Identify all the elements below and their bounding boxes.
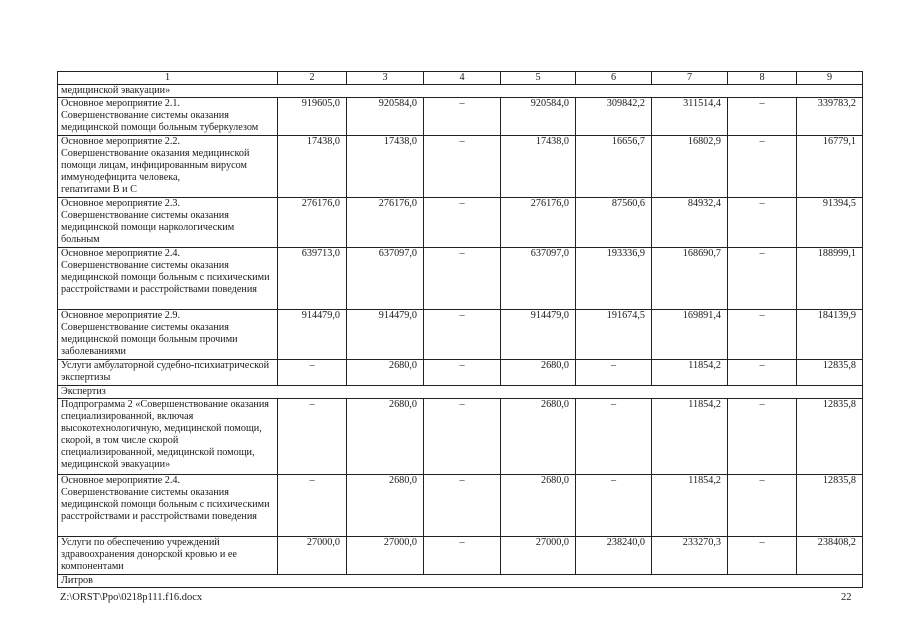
value-cell-c9: 12835,8: [797, 360, 863, 386]
footer-file-path: Z:\ORST\Ppo\0218p111.f16.docx: [60, 592, 203, 603]
row-name-cell: Основное мероприятие 2.3. Совершенствование системы оказания медицинской помощи наркологическим больным: [58, 198, 278, 248]
row-name-cell: Основное мероприятие 2.9. Совершенствование системы оказания медицинской помощи больным прочими заболеваниями: [58, 310, 278, 360]
value-cell-c8: –: [728, 136, 797, 198]
value-cell-c2: –: [278, 475, 347, 537]
spanning-cell: медицинской эвакуации»: [58, 85, 863, 98]
value-cell-c3: 276176,0: [347, 198, 424, 248]
spanning-cell: Литров: [58, 575, 863, 588]
row-name-cell: Основное мероприятие 2.4. Совершенствование системы оказания медицинской помощи больным с психическими расстройствами и расстройствами поведения: [58, 475, 278, 537]
value-cell-c3: 2680,0: [347, 475, 424, 537]
header-cell: 6: [576, 72, 652, 85]
value-cell-c7: 11854,2: [652, 399, 728, 475]
value-cell-c5: 2680,0: [501, 475, 576, 537]
table-row: [58, 310, 863, 360]
header-cell: 7: [652, 72, 728, 85]
value-cell-c6: 16656,7: [576, 136, 652, 198]
value-cell-c6: –: [576, 399, 652, 475]
table-row: [58, 248, 863, 310]
value-cell-c2: –: [278, 360, 347, 386]
value-cell-c2: 17438,0: [278, 136, 347, 198]
value-cell-c9: 238408,2: [797, 537, 863, 575]
value-cell-c9: 91394,5: [797, 198, 863, 248]
value-cell-c2: 914479,0: [278, 310, 347, 360]
value-cell-c5: 17438,0: [501, 136, 576, 198]
value-cell-c7: 169891,4: [652, 310, 728, 360]
value-cell-c7: 11854,2: [652, 475, 728, 537]
value-cell-c3: 2680,0: [347, 399, 424, 475]
footer-page-number: 22: [841, 592, 852, 603]
value-cell-c4: –: [424, 98, 501, 136]
header-row: [58, 72, 863, 85]
value-cell-c2: 919605,0: [278, 98, 347, 136]
table-row: [58, 399, 863, 475]
table-row: [58, 475, 863, 537]
spanning-row: [58, 575, 863, 588]
value-cell-c3: 27000,0: [347, 537, 424, 575]
value-cell-c6: 87560,6: [576, 198, 652, 248]
budget-table: [57, 71, 863, 588]
value-cell-c4: –: [424, 136, 501, 198]
value-cell-c8: –: [728, 475, 797, 537]
value-cell-c4: –: [424, 248, 501, 310]
spanning-row: [58, 85, 863, 98]
value-cell-c9: 184139,9: [797, 310, 863, 360]
value-cell-c9: 188999,1: [797, 248, 863, 310]
value-cell-c5: 2680,0: [501, 399, 576, 475]
value-cell-c9: 12835,8: [797, 399, 863, 475]
value-cell-c6: –: [576, 360, 652, 386]
spanning-row: [58, 386, 863, 399]
value-cell-c8: –: [728, 360, 797, 386]
header-cell: 8: [728, 72, 797, 85]
value-cell-c7: 84932,4: [652, 198, 728, 248]
value-cell-c8: –: [728, 198, 797, 248]
row-name-cell: Услуги по обеспечению учреждений здравоохранения донорской кровью и ее компонентами: [58, 537, 278, 575]
header-cell: 5: [501, 72, 576, 85]
value-cell-c2: 27000,0: [278, 537, 347, 575]
header-cell: 2: [278, 72, 347, 85]
table-row: [58, 537, 863, 575]
header-cell: 1: [58, 72, 278, 85]
table-row: [58, 198, 863, 248]
row-name-cell: Основное мероприятие 2.4. Совершенствование системы оказания медицинской помощи больным с психическими расстройствами и расстройствами поведения: [58, 248, 278, 310]
value-cell-c3: 920584,0: [347, 98, 424, 136]
value-cell-c6: –: [576, 475, 652, 537]
value-cell-c4: –: [424, 360, 501, 386]
value-cell-c3: 914479,0: [347, 310, 424, 360]
value-cell-c2: 276176,0: [278, 198, 347, 248]
row-name-cell: Услуги амбулаторной судебно-психиатрической экспертизы: [58, 360, 278, 386]
row-name-cell: Подпрограмма 2 «Совершенствование оказания специализированной, включая высокотехнологичную, медицинской помощи, скорой, в том числе скорой специализированной, медицинской помощи, медицинской эвакуации»: [58, 399, 278, 475]
value-cell-c3: 637097,0: [347, 248, 424, 310]
table-row: [58, 360, 863, 386]
value-cell-c4: –: [424, 198, 501, 248]
value-cell-c6: 238240,0: [576, 537, 652, 575]
value-cell-c7: 233270,3: [652, 537, 728, 575]
value-cell-c4: –: [424, 475, 501, 537]
header-cell: 9: [797, 72, 863, 85]
row-name-cell: Основное мероприятие 2.2. Совершенствование оказания медицинской помощи лицам, инфицированным вирусом иммунодефицита человека, гепатитами В и С: [58, 136, 278, 198]
value-cell-c9: 16779,1: [797, 136, 863, 198]
value-cell-c2: 639713,0: [278, 248, 347, 310]
table-row: [58, 98, 863, 136]
value-cell-c5: 920584,0: [501, 98, 576, 136]
value-cell-c5: 914479,0: [501, 310, 576, 360]
header-cell: 4: [424, 72, 501, 85]
spanning-cell: Экспертиз: [58, 386, 863, 399]
value-cell-c5: 27000,0: [501, 537, 576, 575]
value-cell-c6: 191674,5: [576, 310, 652, 360]
value-cell-c9: 12835,8: [797, 475, 863, 537]
value-cell-c5: 276176,0: [501, 198, 576, 248]
value-cell-c5: 637097,0: [501, 248, 576, 310]
value-cell-c6: 193336,9: [576, 248, 652, 310]
value-cell-c3: 17438,0: [347, 136, 424, 198]
row-name-cell: Основное мероприятие 2.1. Совершенствование системы оказания медицинской помощи больным туберкулезом: [58, 98, 278, 136]
table-row: [58, 136, 863, 198]
value-cell-c7: 168690,7: [652, 248, 728, 310]
value-cell-c3: 2680,0: [347, 360, 424, 386]
value-cell-c2: –: [278, 399, 347, 475]
value-cell-c9: 339783,2: [797, 98, 863, 136]
table-body: [58, 72, 863, 588]
value-cell-c4: –: [424, 310, 501, 360]
value-cell-c8: –: [728, 310, 797, 360]
value-cell-c6: 309842,2: [576, 98, 652, 136]
value-cell-c8: –: [728, 537, 797, 575]
value-cell-c8: –: [728, 399, 797, 475]
value-cell-c8: –: [728, 98, 797, 136]
value-cell-c7: 16802,9: [652, 136, 728, 198]
value-cell-c7: 11854,2: [652, 360, 728, 386]
value-cell-c5: 2680,0: [501, 360, 576, 386]
value-cell-c7: 311514,4: [652, 98, 728, 136]
value-cell-c4: –: [424, 399, 501, 475]
value-cell-c4: –: [424, 537, 501, 575]
value-cell-c8: –: [728, 248, 797, 310]
header-cell: 3: [347, 72, 424, 85]
